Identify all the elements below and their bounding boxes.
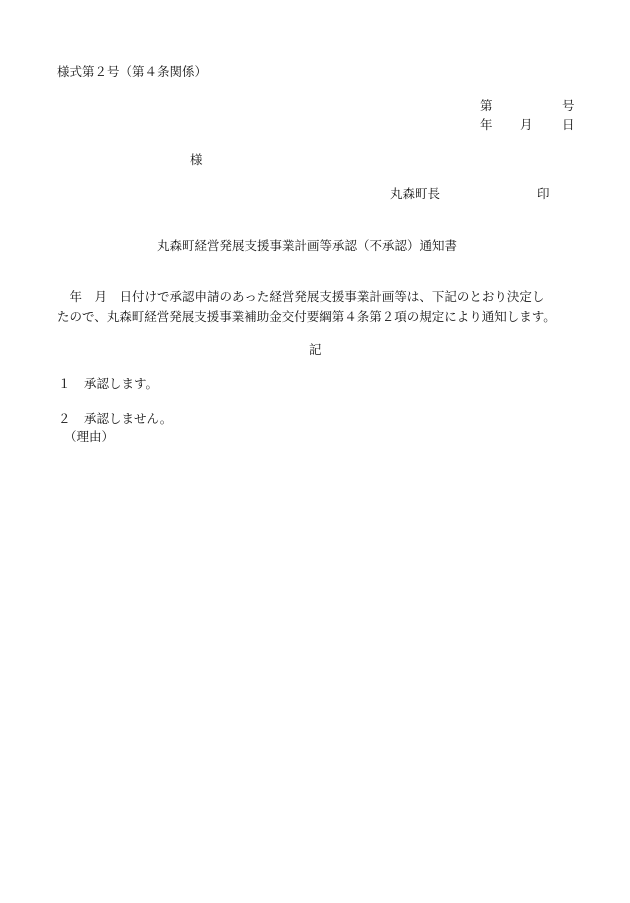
item-2-number: ２ — [58, 411, 71, 426]
addressee-honorific: 様 — [190, 152, 203, 167]
date-day-label: 日 — [562, 117, 575, 132]
body-text-line-2: たので、丸森町経営発展支援事業補助金交付要綱第４条第２項の規定により通知します。 — [57, 309, 556, 324]
item-2-text: 承認しません。 — [84, 411, 173, 426]
form-label: 様式第２号（第４条関係） — [57, 64, 208, 79]
date-year-label: 年 — [480, 117, 493, 132]
ki-heading: 記 — [309, 342, 322, 357]
item-1-text: 承認します。 — [84, 376, 159, 391]
body-text-line-1: 年 月 日付けで承認申請のあった経営発展支援事業計画等は、下記のとおり決定し — [57, 289, 545, 304]
issuer-title: 丸森町長 — [390, 186, 441, 201]
document-number-prefix: 第 — [480, 98, 493, 113]
date-month-label: 月 — [520, 117, 533, 132]
document-title: 丸森町経営発展支援事業計画等承認（不承認）通知書 — [157, 238, 458, 253]
item-1-number: １ — [58, 376, 71, 391]
document-number-suffix: 号 — [562, 98, 575, 113]
item-2-reason-label: （理由） — [64, 429, 115, 444]
seal-mark: 印 — [537, 186, 550, 201]
